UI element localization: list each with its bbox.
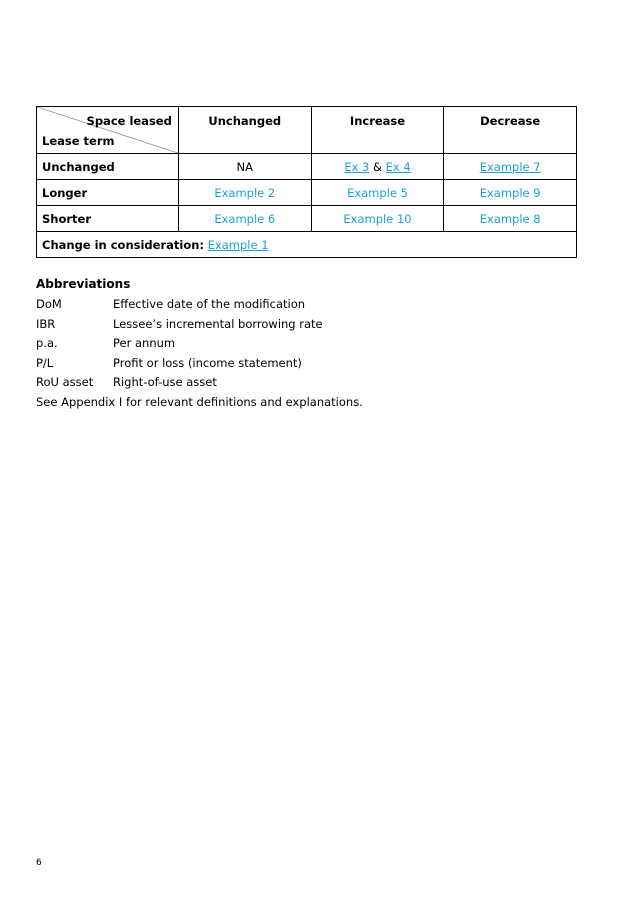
list-item (36, 295, 323, 315)
abbreviation-term: DoM (36, 297, 62, 311)
link-example-10[interactable]: Example 10 (343, 211, 412, 226)
abbreviation-term: p.a. (36, 336, 58, 350)
page-number: 6 (36, 858, 42, 868)
cell-example-5 (311, 180, 444, 206)
abbreviation-definition: Lessee’s incremental borrowing rate (113, 316, 323, 331)
link-ex-3[interactable]: Ex 3 (344, 159, 370, 174)
cell-example-6 (178, 206, 311, 232)
table-header-row (37, 107, 577, 154)
cell-example-9 (444, 180, 577, 206)
column-header-increase: Increase (311, 107, 444, 154)
abbreviation-term: P/L (36, 355, 54, 370)
link-example-5[interactable]: Example 5 (347, 185, 408, 200)
list-item (36, 334, 323, 354)
abbreviation-definition: Right-of-use asset (113, 375, 217, 389)
lease-term-header: Lease term (42, 134, 115, 148)
appendix-note: See Appendix I for relevant definitions and explanations. (36, 395, 363, 409)
lease-modification-matrix (36, 106, 577, 258)
cell-na: NA (178, 154, 311, 180)
link-separator: & (373, 159, 382, 174)
abbreviation-term: IBR (36, 316, 56, 331)
abbreviation-definition: Effective date of the modification (113, 297, 306, 311)
consideration-row (37, 232, 577, 258)
link-example-7[interactable]: Example 7 (479, 159, 541, 174)
cell-example-10 (311, 206, 444, 232)
row-header-shorter: Shorter (37, 206, 179, 232)
abbreviation-definition: Profit or loss (income statement) (113, 355, 302, 370)
abbreviations-heading: Abbreviations (36, 277, 131, 291)
link-example-8[interactable]: Example 8 (479, 211, 541, 226)
link-ex-4[interactable]: Ex 4 (385, 159, 411, 174)
corner-cell (37, 107, 179, 154)
link-example-6[interactable]: Example 6 (214, 211, 276, 226)
consideration-cell (37, 232, 577, 258)
row-header-unchanged: Unchanged (37, 154, 179, 180)
abbreviations-list (36, 295, 323, 393)
list-item (36, 354, 323, 374)
link-example-2[interactable]: Example 2 (214, 185, 276, 200)
link-example-1[interactable]: Example 1 (207, 237, 269, 252)
cell-example-8 (444, 206, 577, 232)
space-leased-header: Space leased (86, 114, 172, 128)
cell-example-7 (444, 154, 577, 180)
list-item (36, 315, 323, 335)
list-item (36, 373, 323, 393)
table-row (37, 180, 577, 206)
column-header-unchanged: Unchanged (178, 107, 311, 154)
table-row (37, 206, 577, 232)
row-header-longer: Longer (37, 180, 179, 206)
abbreviation-term: RoU asset (36, 375, 94, 389)
abbreviation-definition: Per annum (113, 336, 176, 350)
table-row (37, 154, 577, 180)
cell-ex3-ex4 (311, 154, 444, 180)
cell-example-2 (178, 180, 311, 206)
consideration-label: Change in consideration: (42, 237, 205, 252)
column-header-decrease: Decrease (444, 107, 577, 154)
link-example-9[interactable]: Example 9 (479, 185, 541, 200)
